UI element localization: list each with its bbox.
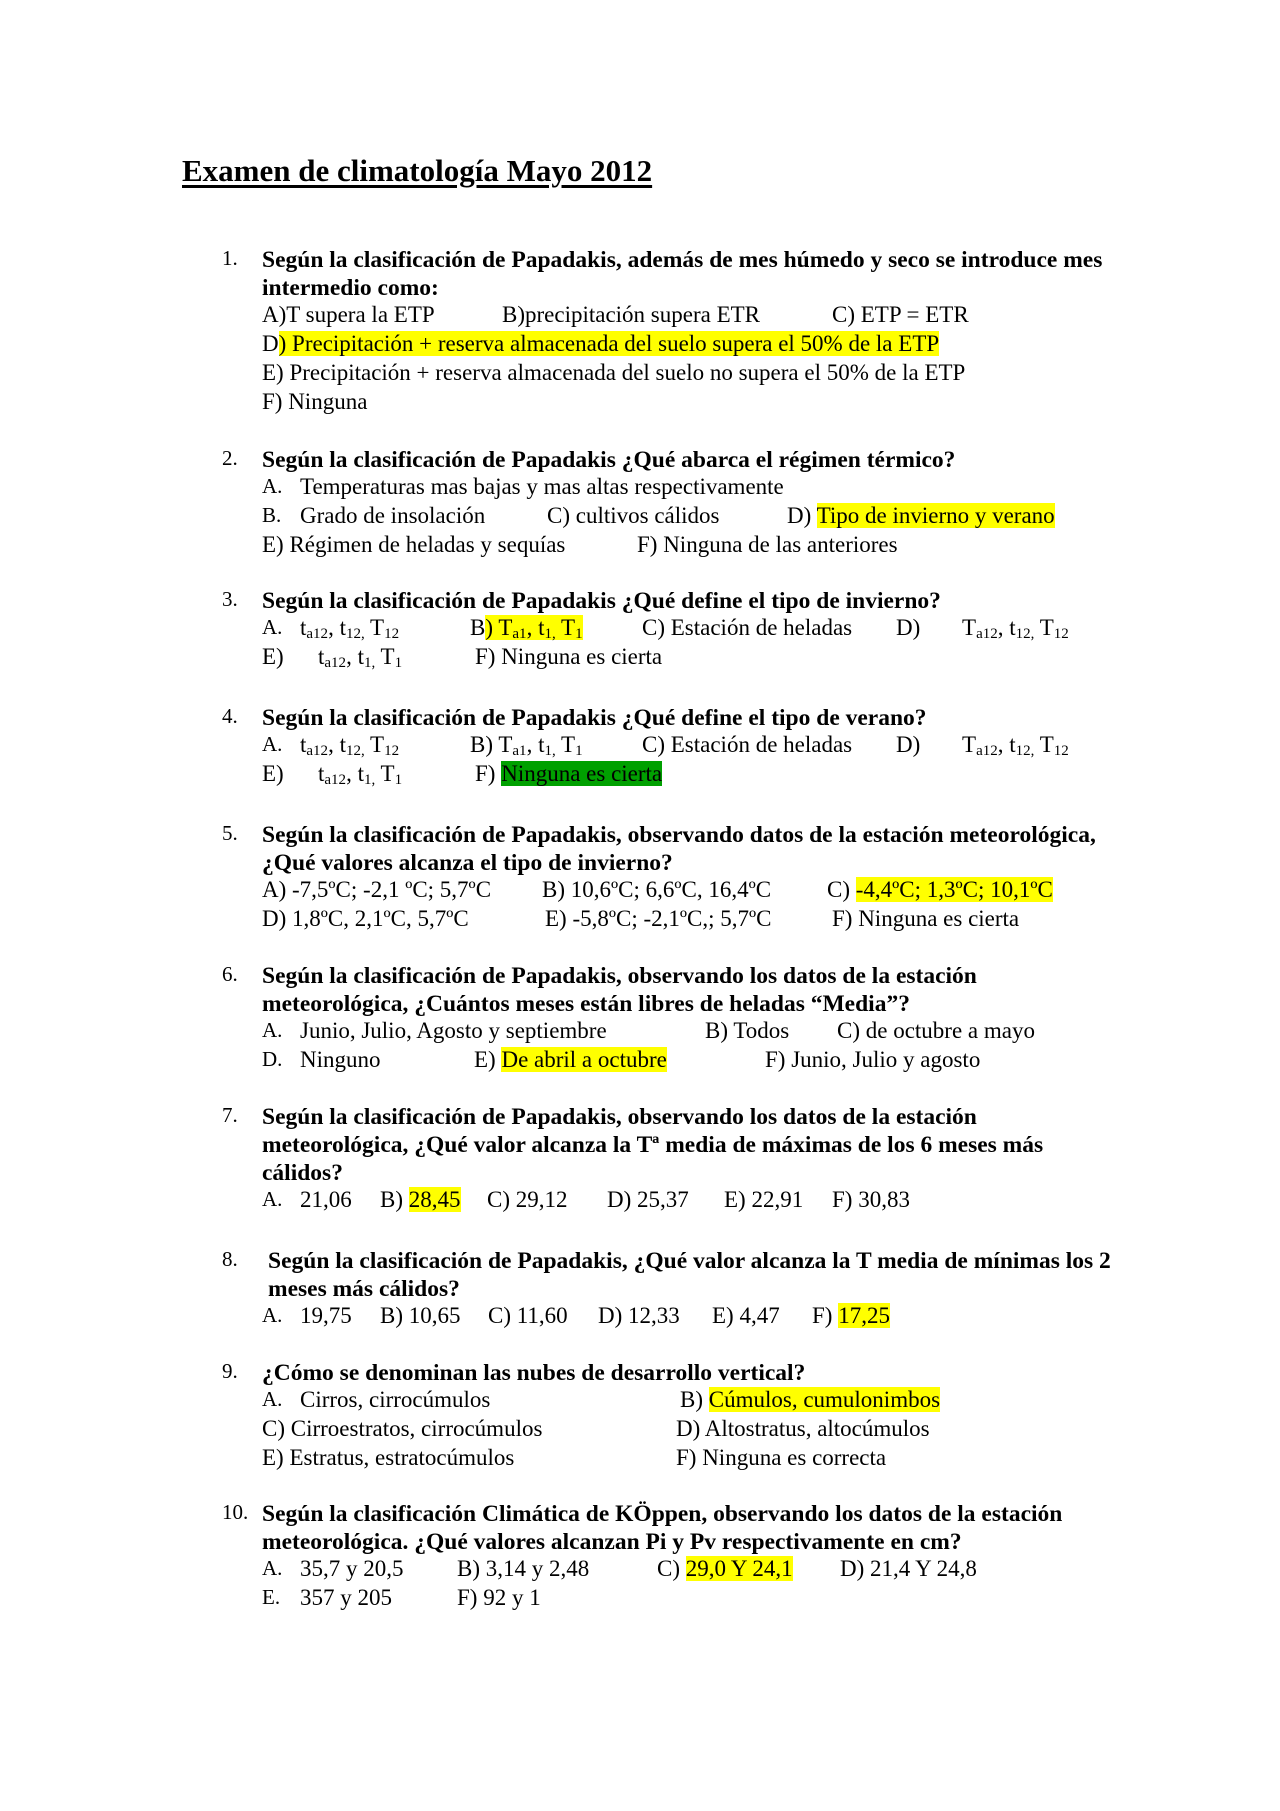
correct-answer: 17,25 (838, 1303, 890, 1328)
option-row (262, 1187, 1122, 1216)
question-number: 10. (222, 1500, 249, 1524)
question-text: Según la clasificación de Papadakis, observando los datos de la estación meteorológica, ¿Cuántos meses están libres de heladas “Media”? (262, 963, 977, 1017)
question-number: 2. (222, 446, 238, 470)
option-c: C) ETP = ETR (832, 302, 969, 327)
option-c (657, 1556, 793, 1582)
option-c: C) Estación de heladas (642, 732, 853, 757)
option-b: B) 3,14 y 2,48 (457, 1556, 590, 1581)
option-c: C) 11,60 (488, 1303, 568, 1328)
option-label: B. (262, 503, 282, 527)
option-label: A. (262, 732, 283, 756)
option-d: D) 1,8ºC, 2,1ºC, 5,7ºC (262, 906, 469, 931)
option-a: 35,7 y 20,5 (300, 1556, 404, 1581)
option-e: E) Estratus, estratocúmulos (262, 1445, 515, 1470)
option-b (470, 615, 583, 641)
question-text: Según la clasificación de Papadakis, ¿Qué valor alcanza la T media de mínimas los 2 meses más cálidos? (268, 1248, 1111, 1302)
option-e: E) 22,91 (724, 1187, 804, 1212)
option-row (262, 503, 1122, 532)
option-e: E) Precipitación + reserva almacenada del suelo no supera el 50% de la ETP (262, 360, 966, 385)
option-f: F) Ninguna es correcta (676, 1445, 887, 1470)
option-row (262, 615, 1122, 644)
option-a: Cirros, cirrocúmulos (300, 1387, 491, 1412)
option-a: A)T supera la ETP (262, 302, 435, 327)
option-label: B) (680, 1387, 709, 1412)
correct-answer: De abril a octubre (501, 1047, 667, 1072)
option-label: C) (827, 877, 856, 902)
option-row (262, 1585, 1122, 1614)
option-c: C) Estación de heladas (642, 615, 853, 640)
option-label: A. (262, 474, 283, 498)
option-row (262, 1303, 1122, 1332)
option-f: F) 92 y 1 (457, 1585, 541, 1610)
option-a: $t_{a12}$, $t_{12,}$ $T_{12}$ (300, 615, 400, 642)
page-title: Examen de climatología Mayo 2012 (182, 153, 653, 188)
option-label: A. (262, 1556, 283, 1580)
question-number: 8. (222, 1247, 238, 1271)
question-3 (222, 587, 1122, 673)
question-text: Según la clasificación de Papadakis, además de mes húmedo y seco se introduce mes intermedio como: (262, 247, 1103, 301)
correct-answer: 29,0 Y 24,1 (685, 1556, 793, 1581)
option-row (262, 1416, 1122, 1445)
question-text: Según la clasificación de Papadakis, observando datos de la estación meteorológica, ¿Qué valores alcanza el tipo de invierno? (262, 822, 1096, 876)
option-d: D) 12,33 (598, 1303, 680, 1328)
option-d: D) Altostratus, altocúmulos (676, 1416, 930, 1441)
question-number: 9. (222, 1359, 238, 1383)
option-e: E) 4,47 (712, 1303, 780, 1328)
option-row (262, 360, 1122, 389)
option-b: B)precipitación supera ETR (502, 302, 761, 327)
option-row (262, 906, 1122, 935)
option-label: A. (262, 1387, 283, 1411)
option-label: B (470, 615, 486, 640)
option-d: D) 21,4 Y 24,8 (840, 1556, 977, 1581)
correct-answer: ) Precipitación + reserva almacenada del suelo supera el 50% de la ETP (278, 331, 940, 356)
question-number: 5. (222, 821, 238, 845)
option-b: Grado de insolación (300, 503, 486, 528)
option-f: F) Ninguna (262, 389, 368, 414)
option-row (262, 302, 1122, 331)
option-label: B) (380, 1187, 409, 1212)
option-f (475, 761, 662, 787)
option-e (474, 1047, 667, 1073)
correct-answer: Cúmulos, cumulonimbos (708, 1387, 941, 1412)
option-b (680, 1387, 940, 1413)
option-row (262, 877, 1122, 906)
option-row (262, 1387, 1122, 1416)
question-text: Según la clasificación de Papadakis, observando los datos de la estación meteorológica, ¿Qué valor alcanza la Tª media de máximas de los 6 meses más cálidos? (262, 1104, 1044, 1186)
option-row (262, 1445, 1122, 1474)
question-8 (222, 1247, 1122, 1332)
option-label: F) (475, 761, 502, 786)
option-f: F) Ninguna es cierta (832, 906, 1020, 931)
option-c: C) de octubre a mayo (837, 1018, 1035, 1043)
question-text: Según la clasificación de Papadakis ¿Qué abarca el régimen térmico? (262, 447, 956, 473)
option-row (262, 644, 1122, 673)
option-c: C) Cirroestratos, cirrocúmulos (262, 1416, 543, 1441)
option-d: Ninguno (300, 1047, 381, 1072)
option-row (262, 532, 1122, 561)
option-label: D. (262, 1047, 283, 1071)
option-e: $t_{a12}$, $t_{1,}$ $T_1$ (318, 644, 403, 671)
correct-answer: Ninguna es cierta (501, 761, 663, 786)
option-d: $T_{a12}$, $t_{12,}$ $T_{12}$ (962, 732, 1069, 759)
option-label: D (262, 331, 279, 356)
option-b (380, 1187, 461, 1213)
option-f: F) Ninguna es cierta (475, 644, 663, 669)
option-a: 19,75 (300, 1303, 352, 1328)
option-label: E) (262, 761, 284, 786)
option-d: D) 25,37 (607, 1187, 689, 1212)
question-7 (222, 1103, 1122, 1216)
option-b: B) 10,65 (380, 1303, 461, 1328)
option-a: 21,06 (300, 1187, 352, 1212)
option-c (827, 877, 1053, 903)
option-row (262, 474, 1122, 503)
option-e: 357 y 205 (300, 1585, 392, 1610)
question-text: Según la clasificación Climática de KÖppen, observando los datos de la estación meteorológica. ¿Qué valores alcanzan Pi y Pv respectivamente en cm? (262, 1501, 1063, 1555)
option-row (262, 389, 1122, 418)
option-c: C) cultivos cálidos (547, 503, 720, 528)
question-number: 3. (222, 587, 238, 611)
option-label: A. (262, 1018, 283, 1042)
question-2 (222, 446, 1122, 561)
option-label: D) (787, 503, 817, 528)
question-text: ¿Cómo se denominan las nubes de desarrollo vertical? (262, 1360, 806, 1386)
option-d (787, 503, 1055, 529)
question-4 (222, 704, 1122, 790)
option-row (262, 732, 1122, 761)
option-row (262, 761, 1122, 790)
correct-answer: Tipo de invierno y verano (816, 503, 1055, 528)
option-a: $t_{a12}$, $t_{12,}$ $T_{12}$ (300, 732, 400, 759)
question-1 (222, 246, 1122, 418)
option-b: B) $T_{a1}$, $t_{1,}$ $T_1$ (470, 732, 583, 759)
question-text: Según la clasificación de Papadakis ¿Qué define el tipo de verano? (262, 705, 927, 731)
question-9 (222, 1359, 1122, 1474)
option-label: F) (812, 1303, 839, 1328)
question-number: 6. (222, 962, 238, 986)
option-label: E) (474, 1047, 502, 1072)
option-row (262, 1047, 1122, 1076)
option-b: B) Todos (705, 1018, 790, 1043)
option-label: E. (262, 1585, 281, 1609)
option-d (262, 331, 939, 357)
correct-answer: -4,4ºC; 1,3ºC; 10,1ºC (855, 877, 1053, 902)
question-number: 4. (222, 704, 238, 728)
option-f: F) Junio, Julio y agosto (765, 1047, 981, 1072)
option-label: D) (896, 732, 921, 757)
question-6 (222, 962, 1122, 1076)
option-label: D) (896, 615, 921, 640)
option-e: E) Régimen de heladas y sequías (262, 532, 566, 557)
question-number: 1. (222, 246, 238, 270)
option-label: A. (262, 1187, 283, 1211)
option-f: F) 30,83 (832, 1187, 910, 1212)
option-d: $T_{a12}$, $t_{12,}$ $T_{12}$ (962, 615, 1069, 642)
option-row (262, 1556, 1122, 1585)
option-label: A. (262, 1303, 283, 1327)
option-f: F) Ninguna de las anteriores (637, 532, 898, 557)
option-b: B) 10,6ºC; 6,6ºC, 16,4ºC (542, 877, 772, 902)
question-10 (222, 1500, 1122, 1614)
question-number: 7. (222, 1103, 238, 1127)
question-text: Según la clasificación de Papadakis ¿Qué define el tipo de invierno? (262, 588, 941, 614)
option-e: $t_{a12}$, $t_{1,}$ $T_1$ (318, 761, 403, 788)
question-5 (222, 821, 1122, 935)
option-label: C) (657, 1556, 686, 1581)
correct-answer: ) $T_{a1}$, $t_{1,}$ $T_1$ (485, 615, 583, 642)
option-a: Temperaturas mas bajas y mas altas respectivamente (300, 474, 784, 499)
option-c: C) 29,12 (487, 1187, 568, 1212)
option-a: Junio, Julio, Agosto y septiembre (300, 1018, 607, 1043)
option-f (812, 1303, 890, 1329)
correct-answer: 28,45 (408, 1187, 461, 1212)
option-row (262, 331, 1122, 360)
option-a: A) -7,5ºC; -2,1 ºC; 5,7ºC (262, 877, 492, 902)
option-label: E) (262, 644, 284, 669)
option-e: E) -5,8ºC; -2,1ºC,; 5,7ºC (545, 906, 772, 931)
option-row (262, 1018, 1122, 1047)
option-label: A. (262, 615, 283, 639)
